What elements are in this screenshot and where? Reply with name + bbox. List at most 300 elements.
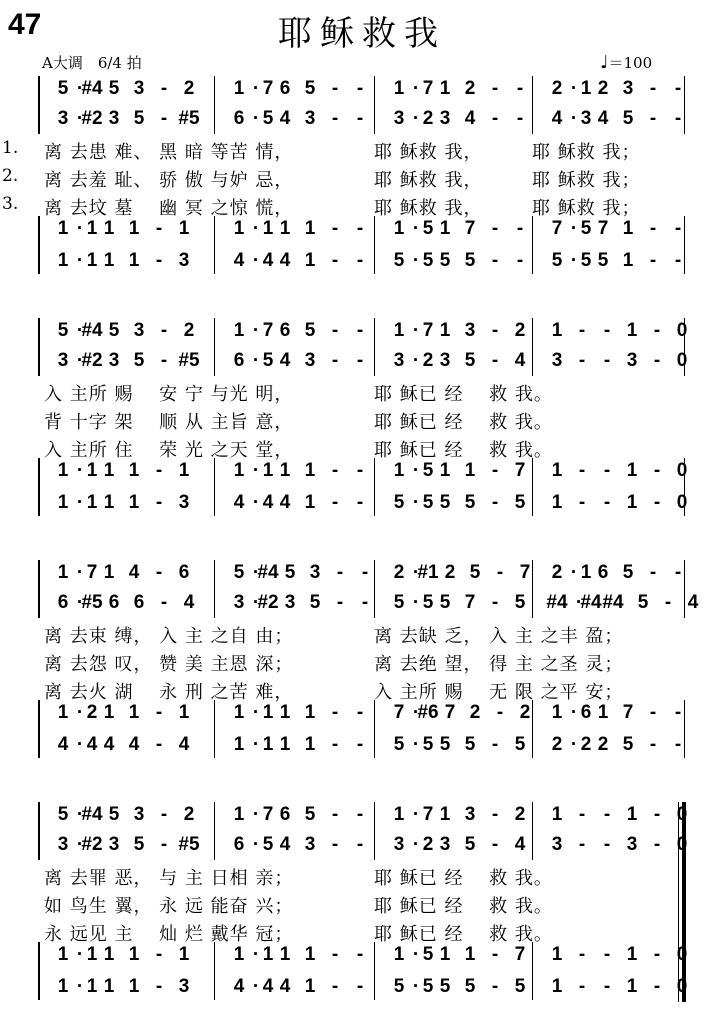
note-token: 4 (279, 834, 291, 855)
dot-mark: · (412, 350, 420, 371)
dash-mark: - (356, 320, 364, 341)
measure (214, 248, 374, 274)
note-token: 4 (279, 350, 291, 371)
note-token: 4 (233, 492, 245, 513)
dot-mark: · (76, 218, 84, 239)
dot-mark: · (412, 562, 420, 583)
dot-mark: · (252, 804, 260, 825)
dot-mark: · (76, 702, 84, 723)
note-token: #5 (178, 108, 200, 129)
note-token: 3 (304, 108, 316, 129)
note-token: 3 (580, 108, 592, 129)
note-token: 5 (464, 976, 476, 997)
note-token: 1 (128, 976, 140, 997)
note-token: 1 (439, 460, 451, 481)
staff-row (38, 560, 684, 586)
dash-mark: - (155, 702, 163, 723)
dash-mark: - (496, 702, 504, 723)
dash-mark: - (361, 592, 369, 613)
note-token: 1 (279, 702, 291, 723)
note-token: 1 (233, 78, 245, 99)
dot-mark: · (252, 108, 260, 129)
note-token: 5 (422, 250, 434, 271)
note-token: 1 (233, 804, 245, 825)
lyric-line (38, 622, 684, 646)
note-token: 0 (676, 804, 688, 825)
note-token: 7 (262, 78, 274, 99)
note-token: 5 (422, 734, 434, 755)
note-token: 1 (233, 702, 245, 723)
note-token: 4 (128, 562, 140, 583)
note-token: 1 (128, 250, 140, 271)
note-token: 1 (393, 320, 405, 341)
dash-mark: - (155, 944, 163, 965)
note-token: 3 (108, 834, 120, 855)
lyric-segment: 离 去坟 墓 幽 冥 之惊 慌， (44, 198, 294, 219)
note-token: 1 (128, 702, 140, 723)
note-token: 6 (233, 350, 245, 371)
dash-mark: - (331, 78, 339, 99)
note-token: 2 (580, 734, 592, 755)
note-token: 5 (393, 976, 405, 997)
dash-mark: - (516, 218, 524, 239)
note-token: 0 (676, 350, 688, 371)
measure (532, 832, 688, 858)
note-token: 4 (178, 734, 190, 755)
dot-mark: · (252, 218, 260, 239)
note-token: 3 (551, 350, 563, 371)
dot-mark: · (412, 592, 420, 613)
note-token: 2 (422, 108, 434, 129)
lyric-segment: 离 去缺 乏， 入 主 之丰 盈； (374, 626, 624, 647)
staff-row (38, 590, 699, 616)
measure (532, 458, 688, 484)
dash-mark: - (674, 218, 682, 239)
lyric-segment: 耶 稣救 我； (532, 198, 641, 219)
dash-mark: - (649, 218, 657, 239)
staff-row (38, 76, 684, 102)
dot-mark: · (570, 108, 578, 129)
measure (532, 974, 688, 1000)
dot-mark: · (412, 108, 420, 129)
note-token: 3 (304, 834, 316, 855)
dot-mark: · (575, 592, 583, 613)
note-token: 1 (393, 944, 405, 965)
lyric-segment: 耶 稣救 我， (374, 170, 483, 191)
note-token: 1 (304, 218, 316, 239)
note-token: 1 (393, 804, 405, 825)
note-token: 5 (469, 562, 481, 583)
note-token: 7 (551, 218, 563, 239)
note-token: 1 (551, 320, 563, 341)
dash-mark: - (516, 78, 524, 99)
note-token: 5 (57, 78, 69, 99)
lyric-line (38, 920, 684, 944)
dash-mark: - (331, 944, 339, 965)
note-token: #4 (257, 562, 279, 583)
note-token: 7 (444, 702, 456, 723)
note-token: 4 (57, 734, 69, 755)
dot-mark: · (412, 944, 420, 965)
dash-mark: - (578, 492, 586, 513)
dash-mark: - (155, 250, 163, 271)
dash-mark: - (674, 108, 682, 129)
dash-mark: - (603, 320, 611, 341)
dot-mark: · (252, 78, 260, 99)
dash-mark: - (331, 492, 339, 513)
note-token: #6 (417, 702, 439, 723)
note-token: 1 (551, 976, 563, 997)
dot-mark: · (252, 834, 260, 855)
dash-mark: - (649, 562, 657, 583)
measure (214, 490, 374, 516)
note-token: 1 (57, 218, 69, 239)
note-token: #2 (81, 350, 103, 371)
dot-mark: · (252, 460, 260, 481)
note-token: 1 (262, 734, 274, 755)
dash-mark: - (653, 350, 661, 371)
dash-mark: - (336, 592, 344, 613)
dot-mark: · (76, 320, 84, 341)
note-token: 1 (103, 250, 115, 271)
dash-mark: - (336, 562, 344, 583)
dash-mark: - (356, 834, 364, 855)
note-token: 5 (133, 108, 145, 129)
dash-mark: - (674, 734, 682, 755)
note-token: 1 (86, 944, 98, 965)
dash-mark: - (578, 834, 586, 855)
note-token: 1 (439, 804, 451, 825)
dot-mark: · (252, 350, 260, 371)
dot-mark: · (252, 592, 260, 613)
dash-mark: - (356, 218, 364, 239)
lyric-segment: 入 主所 赐 无 限 之平 安； (374, 682, 624, 703)
measure (214, 560, 374, 586)
note-token: 1 (626, 492, 638, 513)
note-token: 1 (304, 976, 316, 997)
note-token: 1 (57, 562, 69, 583)
note-token: 5 (439, 734, 451, 755)
dash-mark: - (653, 492, 661, 513)
note-token: 5 (133, 834, 145, 855)
note-token: 1 (262, 944, 274, 965)
note-token: 3 (464, 320, 476, 341)
note-token: 1 (178, 460, 190, 481)
note-token: 3 (464, 804, 476, 825)
note-token: 1 (57, 492, 69, 513)
note-token: 5 (108, 78, 120, 99)
note-token: 7 (622, 702, 634, 723)
lyric-segment: 耶 稣救 我； (532, 170, 641, 191)
note-token: 1 (128, 492, 140, 513)
dash-mark: - (331, 320, 339, 341)
dash-mark: - (160, 108, 168, 129)
key-signature: A大调 6/4 拍 (42, 54, 142, 72)
lyric-segment: 离 去患 难、 黑 暗 等苦 情， (44, 142, 294, 163)
measure (374, 490, 532, 516)
note-token: 3 (622, 78, 634, 99)
note-token: 2 (422, 834, 434, 855)
dash-mark: - (356, 492, 364, 513)
note-token: 1 (233, 460, 245, 481)
note-token: 5 (464, 734, 476, 755)
measure (214, 974, 374, 1000)
note-token: #4 (580, 592, 602, 613)
dash-mark: - (356, 460, 364, 481)
note-token: 1 (57, 702, 69, 723)
note-token: 1 (233, 944, 245, 965)
dot-mark: · (252, 492, 260, 513)
note-token: 3 (439, 350, 451, 371)
dot-mark: · (252, 734, 260, 755)
note-token: 7 (422, 320, 434, 341)
measure (38, 832, 214, 858)
measure (374, 348, 532, 374)
note-token: 3 (439, 108, 451, 129)
note-token: 1 (304, 492, 316, 513)
measure (38, 590, 214, 616)
lyric-segment: 耶 稣已 经 救 我。 (374, 924, 553, 945)
note-token: #4 (81, 320, 103, 341)
dot-mark: · (412, 218, 420, 239)
note-token: 5 (422, 592, 434, 613)
note-token: 5 (393, 250, 405, 271)
measure (214, 348, 374, 374)
lyric-line (2, 166, 684, 191)
note-token: 5 (57, 804, 69, 825)
note-token: 7 (86, 562, 98, 583)
measure (38, 76, 214, 102)
note-token: 1 (178, 218, 190, 239)
lyric-segment: 入 主所 住 荣 光 之天 堂， (44, 440, 294, 461)
note-token: 5 (422, 218, 434, 239)
dot-mark: · (570, 78, 578, 99)
page-title: 耶稣救我 (278, 14, 446, 54)
measure (38, 732, 214, 758)
note-token: 1 (57, 976, 69, 997)
note-token: 1 (439, 320, 451, 341)
dash-mark: - (491, 218, 499, 239)
note-token: 4 (514, 834, 526, 855)
note-token: 1 (86, 250, 98, 271)
note-token: 1 (57, 460, 69, 481)
dash-mark: - (649, 108, 657, 129)
note-token: 3 (393, 834, 405, 855)
dash-mark: - (649, 250, 657, 271)
note-token: 5 (622, 562, 634, 583)
note-token: 1 (279, 944, 291, 965)
tempo-value: ＝100 (608, 54, 653, 72)
dash-mark: - (491, 804, 499, 825)
note-token: #5 (178, 834, 200, 855)
note-token: 3 (626, 350, 638, 371)
lyric-segment: 耶 稣救 我； (532, 142, 641, 163)
dot-mark: · (76, 108, 84, 129)
note-token: 4 (233, 976, 245, 997)
dash-mark: - (356, 108, 364, 129)
note-token: 5 (580, 250, 592, 271)
note-token: 4 (262, 250, 274, 271)
dash-mark: - (155, 734, 163, 755)
note-token: 1 (178, 702, 190, 723)
note-token: 7 (597, 218, 609, 239)
note-token: 5 (233, 562, 245, 583)
note-token: #2 (81, 108, 103, 129)
staff-row (38, 974, 688, 1000)
hymn-number: 47 (8, 8, 42, 41)
dash-mark: - (491, 250, 499, 271)
measure (214, 318, 374, 344)
dash-mark: - (603, 460, 611, 481)
lyric-line (38, 408, 684, 432)
staff-row (38, 248, 684, 274)
note-token: 1 (626, 944, 638, 965)
note-token: 1 (86, 218, 98, 239)
dot-mark: · (76, 350, 84, 371)
note-token: 5 (422, 460, 434, 481)
note-token: 5 (304, 320, 316, 341)
dash-mark: - (356, 944, 364, 965)
dash-mark: - (331, 350, 339, 371)
note-token: 5 (57, 320, 69, 341)
measure (374, 318, 532, 344)
note-token: 2 (551, 562, 563, 583)
dash-mark: - (578, 460, 586, 481)
dash-mark: - (160, 834, 168, 855)
note-token: 2 (597, 734, 609, 755)
dash-mark: - (674, 562, 682, 583)
note-token: 3 (309, 562, 321, 583)
note-token: 0 (676, 320, 688, 341)
measure (38, 974, 214, 1000)
note-token: 1 (439, 218, 451, 239)
note-token: 6 (233, 834, 245, 855)
note-token: 0 (676, 976, 688, 997)
measure (214, 590, 374, 616)
note-token: 1 (86, 492, 98, 513)
dash-mark: - (356, 976, 364, 997)
note-token: 1 (57, 944, 69, 965)
dot-mark: · (76, 492, 84, 513)
lyric-segment: 耶 稣已 经 救 我。 (374, 440, 553, 461)
measure (38, 248, 214, 274)
note-token: 4 (183, 592, 195, 613)
note-token: 1 (551, 460, 563, 481)
note-token: 4 (279, 492, 291, 513)
dash-mark: - (603, 804, 611, 825)
dash-mark: - (603, 976, 611, 997)
note-token: 5 (622, 734, 634, 755)
note-token: 3 (393, 108, 405, 129)
note-token: 3 (178, 250, 190, 271)
note-token: 4 (279, 976, 291, 997)
measure (532, 318, 688, 344)
dot-mark: · (252, 562, 260, 583)
note-token: 7 (393, 702, 405, 723)
note-token: 1 (622, 218, 634, 239)
note-token: 7 (262, 804, 274, 825)
measure (38, 318, 214, 344)
lyric-segment: 永 远见 主 灿 烂 戴华 冠； (44, 924, 294, 945)
lyric-segment: 耶 稣已 经 救 我。 (374, 868, 553, 889)
measure (38, 490, 214, 516)
note-token: 2 (183, 78, 195, 99)
dash-mark: - (356, 78, 364, 99)
dot-mark: · (252, 320, 260, 341)
note-token: 3 (178, 976, 190, 997)
measure (214, 106, 374, 132)
measure (214, 76, 374, 102)
staff-row (38, 106, 684, 132)
note-token: 0 (676, 834, 688, 855)
note-token: 5 (262, 350, 274, 371)
dash-mark: - (331, 250, 339, 271)
dash-mark: - (491, 492, 499, 513)
dot-mark: · (412, 834, 420, 855)
note-token: 5 (422, 944, 434, 965)
note-token: #2 (257, 592, 279, 613)
dash-mark: - (516, 108, 524, 129)
dash-mark: - (491, 976, 499, 997)
note-token: 5 (597, 250, 609, 271)
note-token: 5 (422, 976, 434, 997)
note-token: 0 (676, 492, 688, 513)
dash-mark: - (603, 944, 611, 965)
dash-mark: - (578, 976, 586, 997)
dash-mark: - (603, 350, 611, 371)
measure (532, 76, 684, 102)
note-token: 5 (514, 734, 526, 755)
note-token: 3 (626, 834, 638, 855)
lyric-segment: 入 主所 赐 安 宁 与光 明， (44, 384, 294, 405)
dot-mark: · (570, 562, 578, 583)
note-token: 1 (626, 976, 638, 997)
lyric-line (38, 436, 684, 460)
dash-mark: - (155, 460, 163, 481)
dash-mark: - (653, 944, 661, 965)
score-system (2, 76, 684, 308)
staff-row (38, 802, 688, 828)
note-token: 6 (233, 108, 245, 129)
note-token: #1 (417, 562, 439, 583)
note-token: #4 (81, 804, 103, 825)
dash-mark: - (331, 108, 339, 129)
dash-mark: - (331, 834, 339, 855)
staff-row (38, 732, 684, 758)
note-token: 1 (103, 562, 115, 583)
note-token: 1 (262, 702, 274, 723)
note-token: 5 (514, 592, 526, 613)
note-token: 5 (262, 834, 274, 855)
note-token: 4 (687, 592, 699, 613)
lyric-segment: 离 去罪 恶， 与 主 日相 亲； (44, 868, 294, 889)
note-token: 2 (514, 804, 526, 825)
lyric-line (38, 892, 684, 916)
staff-row (38, 832, 688, 858)
note-token: 1 (304, 944, 316, 965)
note-token: 1 (580, 78, 592, 99)
note-token: 4 (464, 108, 476, 129)
dash-mark: - (578, 944, 586, 965)
dash-mark: - (653, 460, 661, 481)
dash-mark: - (160, 804, 168, 825)
dot-mark: · (570, 250, 578, 271)
verse-number: 1. (2, 138, 19, 158)
note-token: 5 (262, 108, 274, 129)
note-token: 3 (108, 350, 120, 371)
note-token: 1 (262, 460, 274, 481)
measure (532, 732, 684, 758)
